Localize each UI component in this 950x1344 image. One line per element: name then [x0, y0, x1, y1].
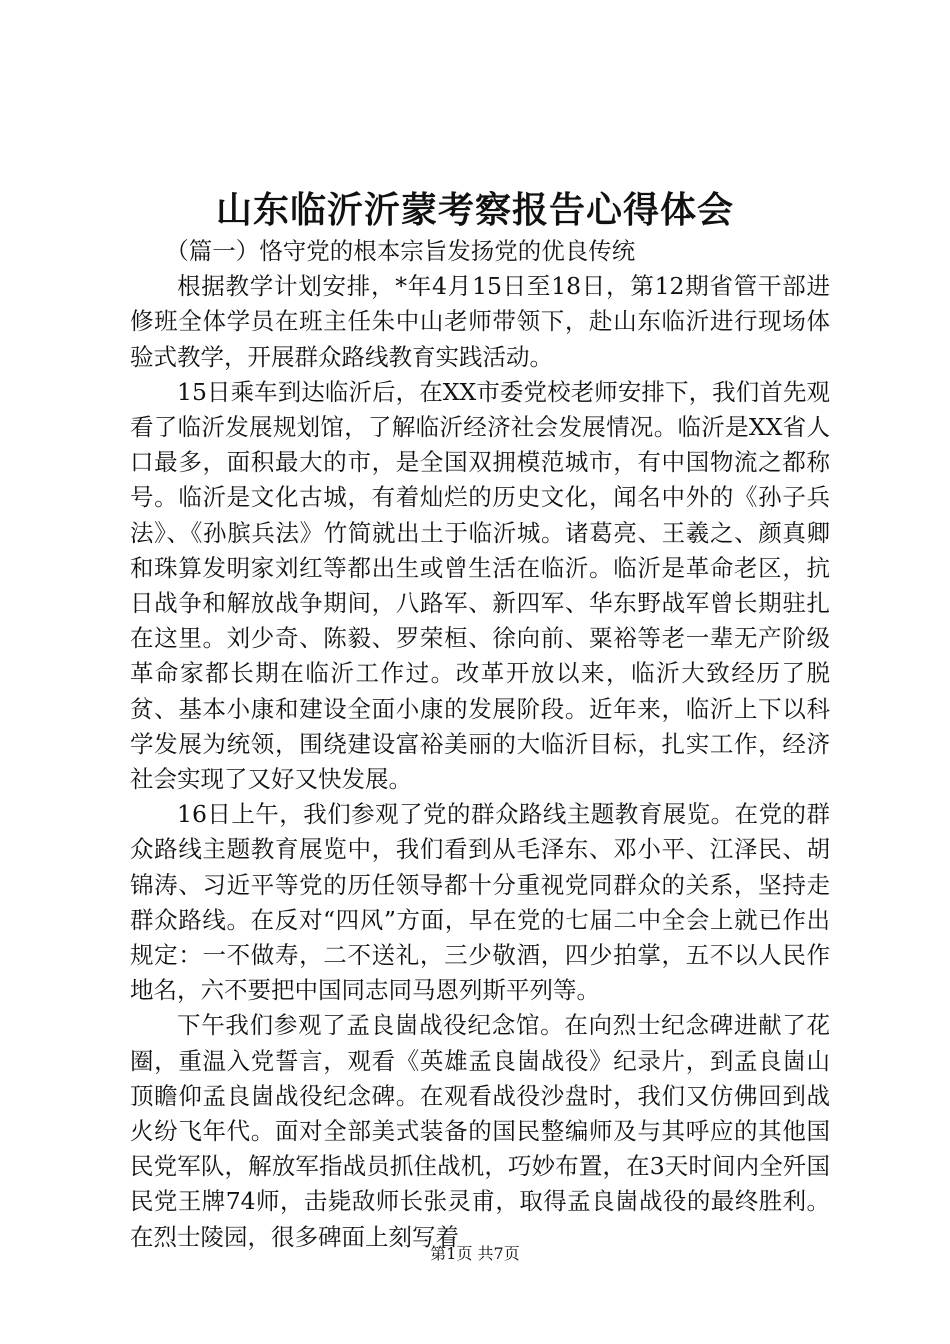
- document-title: 山东临沂沂蒙考察报告心得体会: [215, 189, 734, 231]
- body-paragraph: 根据教学计划安排，*年4月15日至18日，第12期省管干部进修班全体学员在班主任朱中山老师带领下，赴山东临沂进行现场体验式教学，开展群众路线教育实践活动。: [130, 272, 830, 371]
- body-paragraph: 15日乘车到达临沂后，在XX市委党校老师安排下，我们首先观看了临沂发展规划馆，了解临沂经济社会发展情况。临沂是XX省人口最多，面积最大的市，是全国双拥模范城市，有中国物流之都称号。临沂是文化古城，有着灿烂的历史文化，闻名中外的《孙子兵法》、《孙膑兵法》竹简就出土于临沂城。诸葛亮、王羲之、颜真卿和珠算发明家刘红等都出生或曾生活在临沂。临沂是革命老区，抗日战争和解放战争期间，八路军、新四军、华东野战军曾长期驻扎在这里。刘少奇、陈毅、罗荣桓、徐向前、粟裕等老一辈无产阶级革命家都长期在临沂工作过。改革开放以来，临沂大致经历了脱贫、基本小康和建设全面小康的发展阶段。近年来，临沂上下以科学发展为统领，围绕建设富裕美丽的大临沂目标，扎实工作，经济社会实现了又好又快发展。: [130, 377, 830, 794]
- page-number-footer: 第1页 共7页: [430, 1244, 520, 1263]
- body-paragraph: 下午我们参观了孟良崮战役纪念馆。在向烈士纪念碑进献了花圈，重温入党誓言，观看《英雄孟良崮战役》纪录片，到孟良崮山顶瞻仰孟良崮战役纪念碑。在观看战役沙盘时，我们又仿佛回到战火纷飞年代。面对全部美式装备的国民整编师及与其呼应的其他国民党军队，解放军指战员抓住战机，巧妙布置，在3天时间内全歼国民党王牌74师，击毙敌师长张灵甫，取得孟良崮战役的最终胜利。在烈士陵园，很多碑面上刻写着: [130, 1011, 830, 1251]
- section-subheading: （篇一）恪守党的根本宗旨发扬党的优良传统: [165, 237, 636, 265]
- body-paragraph: 16日上午，我们参观了党的群众路线主题教育展览。在党的群众路线主题教育展览中，我们看到从毛泽东、邓小平、江泽民、胡锦涛、习近平等党的历任领导都十分重视党同群众的关系，坚持走群众路线。在反对“四风”方面，早在党的七届二中全会上就已作出规定：一不做寿，二不送礼，三少敬酒，四少拍掌，五不以人民作地名，六不要把中国同志同马恩列斯平列等。: [130, 800, 830, 1005]
- document-body: [130, 234, 830, 1255]
